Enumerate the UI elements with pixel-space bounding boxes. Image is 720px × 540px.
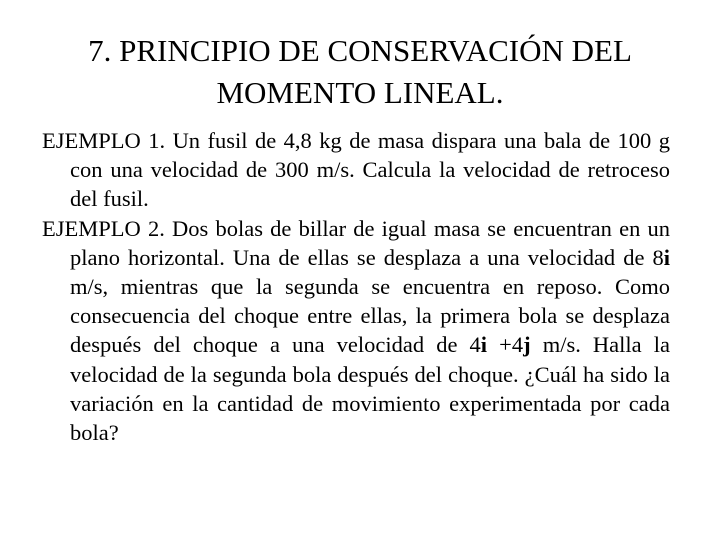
example-2-text-part2: m/s, mientras que la segunda se encuentra en reposo. Como consecuencia del choque entre ellas, la primera bola se desplaza después del choque a una velocidad de 4 <box>70 274 670 358</box>
example-2-text-part4: m/s. Halla la velocidad de la segunda bola después del choque. ¿Cuál ha sido la variación en la cantidad de movimiento experimentada por cada bola? <box>70 332 670 446</box>
example-1-text: Un fusil de 4,8 kg de masa dispara una bala de 100 g con una velocidad de 300 m/s. Calcula la velocidad de retroceso del fusil. <box>70 128 671 212</box>
title-line-1: 7. PRINCIPIO DE CONSERVACIÓN DEL <box>88 33 632 68</box>
example-2-label: EJEMPLO 2. <box>42 215 165 241</box>
example-1 <box>42 126 670 214</box>
slide-title <box>40 30 680 114</box>
title-line-2: MOMENTO LINEAL. <box>216 75 504 110</box>
example-2-text-part1: Dos bolas de billar de igual masa se encuentran en un plano horizontal. Una de ellas se desplaza a una velocidad de 8 <box>70 215 671 270</box>
example-1-label: EJEMPLO 1. <box>42 128 166 153</box>
unit-vector-i-1: i <box>663 244 670 270</box>
example-2 <box>42 214 670 448</box>
unit-vector-j: j <box>523 332 531 358</box>
slide-body <box>42 126 670 447</box>
example-2-text-part3: +4 <box>487 332 524 358</box>
unit-vector-i-2: i <box>480 332 488 358</box>
